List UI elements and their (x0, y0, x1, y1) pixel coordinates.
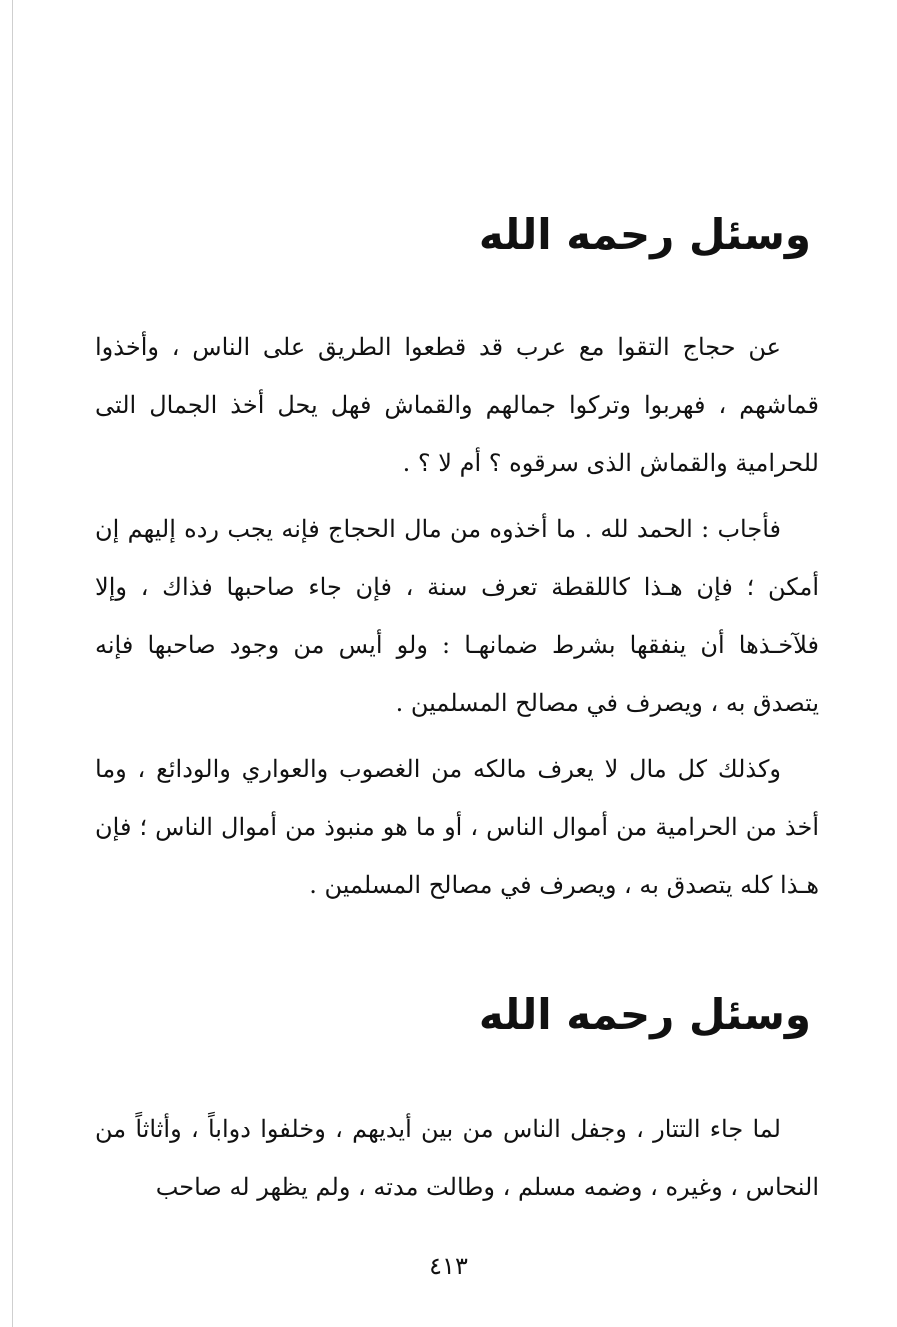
page-edge-line (12, 0, 13, 1327)
page-number: ٤١٣ (429, 1252, 468, 1280)
section-1-ruling: وكذلك كل مال لا يعرف مالكه من الغصوب والعواري والودائع ، وما أخذ من الحرامية من أموال الناس ، أو ما هو منبوذ من أموال الناس ؛ فإن هـذا كله يتصدق به ، ويصرف في مصالح المسلمين . (95, 755, 819, 899)
section-1-body (95, 318, 819, 914)
section-1-heading: وسئل رحمه الله (478, 210, 811, 259)
section-2-question: لما جاء التتار ، وجفل الناس من بين أيديهم ، وخلفوا دواباً ، وأثاثاً من النحاس ، وغيره ، وضمه مسلم ، وطالت مدته ، ولم يظهر له صاحب (95, 1115, 819, 1201)
section-1-question: عن حجاج التقوا مع عرب قد قطعوا الطريق على الناس ، وأخذوا قماشهم ، فهربوا وتركوا جمالهم والقماش فهل يحل أخذ الجمال التى للحرامية والقماش الذى سرقوه ؟ أم لا ؟ . (95, 333, 819, 477)
section-2-body (95, 1100, 819, 1216)
section-2-heading: وسئل رحمه الله (478, 990, 811, 1039)
section-1-answer: فأجاب : الحمد لله . ما أخذوه من مال الحجاج فإنه يجب رده إليهم إن أمكن ؛ فإن هـذا كاللقطة تعرف سنة ، فإن جاء صاحبها فذاك ، وإلا فلآخـذها أن ينفقها بشرط ضمانهـا : ولو أيس من وجود صاحبها فإنه يتصدق به ، ويصرف في مصالح المسلمين . (95, 515, 819, 717)
